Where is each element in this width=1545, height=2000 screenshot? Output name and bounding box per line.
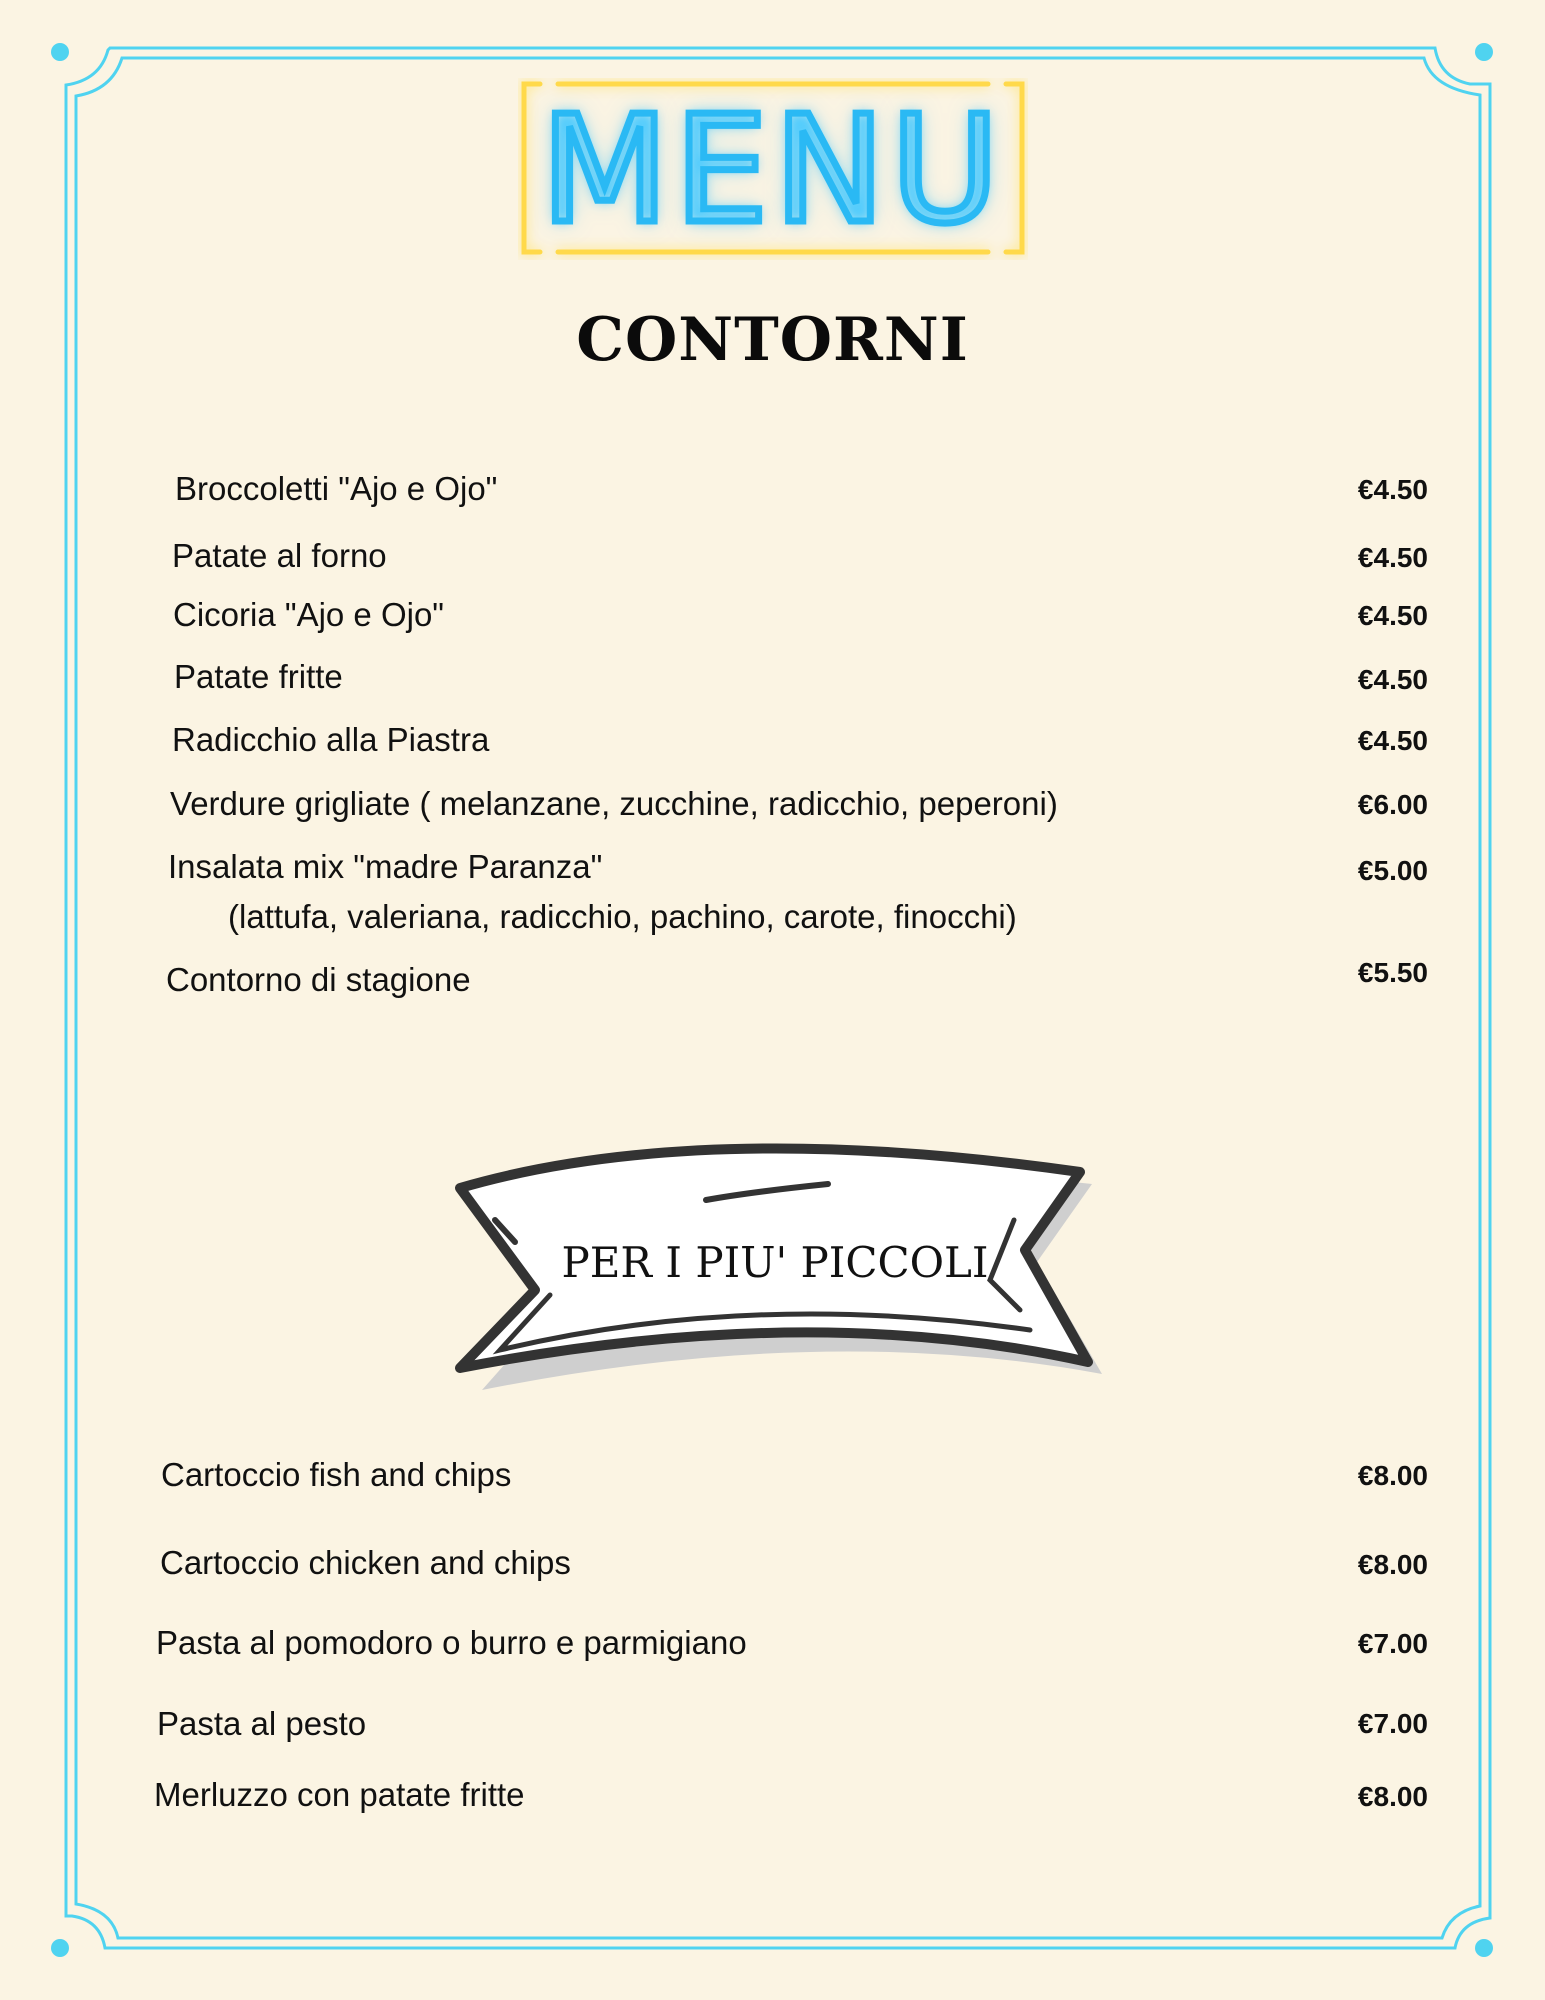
menu-item-name: Patate fritte: [174, 658, 343, 695]
menu-item-price: €5.50: [1357, 957, 1428, 988]
menu-item-price: €7.00: [1357, 1628, 1428, 1659]
menu-item-name: Pasta al pesto: [157, 1705, 367, 1742]
menu-item-name: Contorno di stagione: [166, 961, 471, 998]
menu-item-price: €8.00: [1357, 1781, 1428, 1812]
menu-item-name: Verdure grigliate ( melanzane, zucchine, radicchio, peperoni): [170, 785, 1058, 822]
menu-item-name: Cartoccio fish and chips: [161, 1456, 512, 1493]
menu-logo-text: MENU: [540, 84, 1006, 256]
menu-item-name: Merluzzo con patate fritte: [154, 1776, 525, 1813]
menu-item-price: €4.50: [1357, 542, 1428, 573]
neon-menu-sign-icon: [518, 78, 1028, 260]
corner-dot-top-left: [51, 43, 69, 61]
menu-item-price: €7.00: [1357, 1708, 1428, 1739]
menu-item-name: Insalata mix "madre Paranza": [168, 848, 603, 885]
section-title-kids: PER I PIU' PICCOLI: [561, 1238, 989, 1287]
corner-dot-bottom-right: [1475, 1939, 1493, 1957]
menu-item-price: €8.00: [1357, 1460, 1428, 1491]
menu-item-price: €6.00: [1357, 789, 1428, 820]
menu-item-detail: (lattufa, valeriana, radicchio, pachino, carote, finocchi): [228, 898, 1017, 935]
menu-item-name: Broccoletti "Ajo e Ojo": [175, 470, 498, 507]
menu-item-price: €4.50: [1357, 664, 1428, 695]
menu-item-insalata: [168, 847, 1017, 937]
menu-item-price: €5.00: [1357, 855, 1428, 886]
section-title-contorni: CONTORNI: [576, 305, 969, 375]
menu-item-price: €4.50: [1357, 474, 1428, 505]
menu-item-name: Radicchio alla Piastra: [172, 721, 490, 758]
corner-dot-top-right: [1475, 43, 1493, 61]
corner-dot-bottom-left: [51, 1939, 69, 1957]
menu-item-price: €4.50: [1357, 725, 1428, 756]
menu-item-name: Pasta al pomodoro o burro e parmigiano: [156, 1624, 747, 1661]
menu-item-price: €8.00: [1357, 1549, 1428, 1580]
menu-item-name: Cicoria "Ajo e Ojo": [173, 596, 445, 633]
menu-item-name: Patate al forno: [172, 537, 387, 574]
menu-item-name: Cartoccio chicken and chips: [160, 1544, 571, 1581]
menu-item-price: €4.50: [1357, 600, 1428, 631]
